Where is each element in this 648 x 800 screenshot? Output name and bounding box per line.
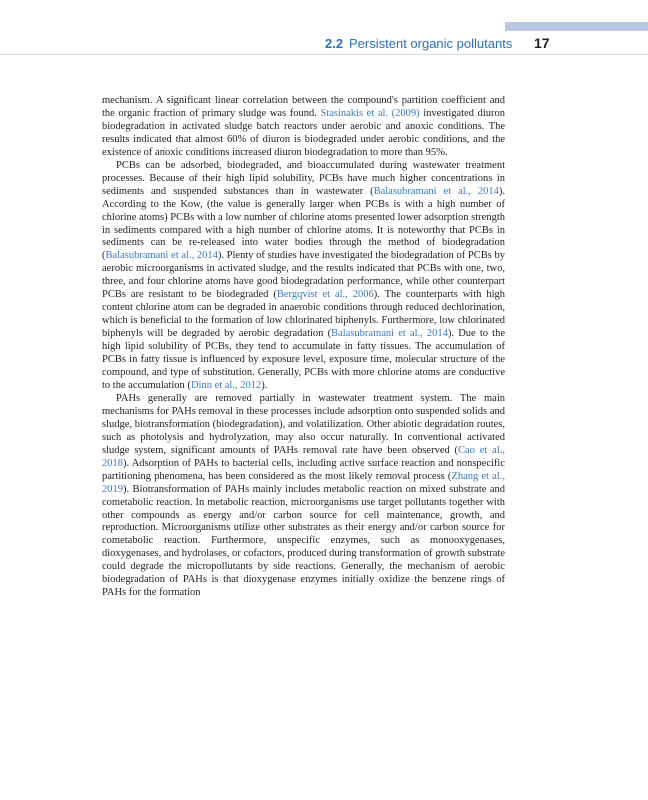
citation-link[interactable]: Balasubramani et al., 2014 [331,328,448,340]
text-run: PCBs can be adsorbed, biodegraded, and bioaccumulated during wastewater treatment processes. Because of their high lipid solubility, PCBs have much higher concentrations in sediments and suspended substances than in wastewater ( [102,159,505,197]
text-run: investigated diuron biodegradation in activated sludge batch reactors under aerobic and anoxic conditions. The results indicated that almost 60% of diuron is biodegraded under aerobic conditions, and the existence of anoxic conditions increased diuron biodegradation to more than 95%. [102,107,506,158]
page-number: 17 [534,35,550,51]
paragraph [102,95,505,160]
text-run: ). Plenty of studies have investigated the biodegradation of PCBs by aerobic microorganisms in activated sludge, and the results indicated that PCBs with one, two, three, and four chlorine atoms have good biodegradation performance, while other counterpart PCBs are resistant to be biodegraded ( [102,250,505,301]
citation-link[interactable]: Zhang et al., 2019 [102,470,505,495]
citation-link[interactable]: Bergqvist et al., 2006 [276,289,374,301]
section-title: Persistent organic pollutants [349,36,513,51]
header-accent-bar [505,22,648,31]
text-run: mechanism. A significant linear correlation between the compound's partition coefficient and the organic fraction of primary sludge was found. [102,95,505,119]
body-text [102,95,505,600]
citation-link[interactable]: Stasinakis et al. (2009) [320,107,420,119]
text-run: ). According to the Kow, (the value is generally larger when PCBs is with a high number of chlorine atoms) PCBs with a low number of chlorine atoms presented lower adsorption strength in sediments compared with a high number of chlorine atoms. It is noteworthy that PCBs in sediments can be re-released into water bodies through the method of biodegradation ( [102,185,505,262]
paragraph [102,160,505,393]
text-run: PAHs generally are removed partially in wastewater treatment system. The main mechanisms for PAHs removal in these processes include adsorption onto suspended solids and sludge, biotransformation (biodegradation), and volatilization. Other abiotic degradation routes, such as photolysis and hydrolyzation, may also occur naturally. In conventional activated sludge system, significant amounts of PAHs removal rate have been observed ( [102,392,505,456]
citation-link[interactable]: Cao et al., 2018 [102,444,505,469]
text-run: ). Adsorption of PAHs to bacterial cells, including active surface reaction and nonspecific partitioning phenomena, has been considered as the most likely removal process ( [102,457,505,482]
text-run: ). [261,379,268,391]
text-run: ). Due to the high lipid solubility of PCBs, they tend to accumulate in fatty tissues. The accumulation of PCBs in fatty tissue is influenced by exposure level, exposure time, molecular structure of the compound, and type of substitution. Generally, PCBs with more chlorine atoms are conductive to the accumulation ( [102,328,505,391]
citation-link[interactable]: Balasubramani et al., 2014 [105,250,218,262]
citation-link[interactable]: Balasubramani et al., 2014 [373,185,499,197]
text-run: ). Biotransformation of PAHs mainly includes metabolic reaction on mixed substrate and cometabolic reaction. In metabolic reaction, microorganisms use target pollutants together with other compounds as energy and/or carbon source for cell maintenance, growth, and reproduction. Microorganisms utilize other substrates as their energy and/or carbon source for cometabolic reaction. Furthermore, unspecific enzymes, such as monooxygenases, dioxygenases, and hydrolases, or cofactors, produced during transformation of growth substrate could degrade the micropollutants by side reactions. Generally, the mechanism of aerobic biodegradation of PAHs is that dioxygenase enzymes initially oxidize the benzene rings of PAHs for the formation [102,483,505,599]
citation-link[interactable]: Dinn et al., 2012 [190,379,262,391]
text-run: ). The counterparts with high content chlorine atom can be degraded in anaerobic conditions through reduced dechlorination, which is beneficial to the formation of low chlorinated biphenyls. Furthermore, low chlorinated biphenyls will be degraded by aerobic degradation ( [102,289,505,340]
paragraph [102,393,505,600]
section-number: 2.2 [325,36,344,51]
running-head [0,34,648,55]
